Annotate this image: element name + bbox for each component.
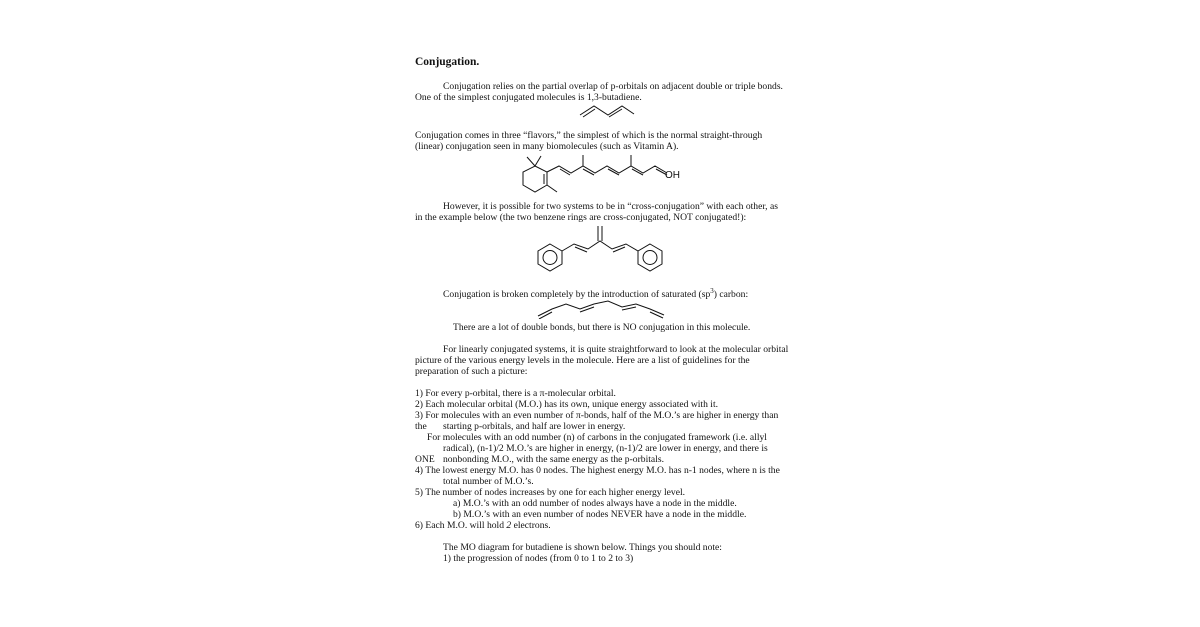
guideline-item: 4) The lowest energy M.O. has 0 nodes. The highest energy M.O. has n-1 nodes, where n is the <box>415 465 780 476</box>
vitamin-a-structure <box>515 154 685 200</box>
guideline-item: 6) Each M.O. will hold 2 electrons. <box>415 520 551 531</box>
guideline-item: For molecules with an odd number (n) of carbons in the conjugated framework (i.e. allyl <box>427 432 767 443</box>
paragraph-line: Conjugation comes in three “flavors,” the simplest of which is the normal straight-through <box>415 130 763 141</box>
paragraph-line: picture of the various energy levels in the molecule. Here are a list of guidelines for the <box>415 355 750 366</box>
guideline-item: the <box>415 421 427 432</box>
paragraph-line: There are a lot of double bonds, but there is NO conjugation in this molecule. <box>453 322 751 333</box>
guideline-item: 1) For every p-orbital, there is a π-molecular orbital. <box>415 388 616 399</box>
paragraph-line: For linearly conjugated systems, it is quite straightforward to look at the molecular orbital <box>443 344 789 355</box>
guideline-subitem: b) M.O.’s with an even number of nodes NEVER have a node in the middle. <box>453 509 747 520</box>
paragraph-line: However, it is possible for two systems to be in “cross-conjugation” with each other, as <box>443 201 778 212</box>
paragraph-line: (linear) conjugation seen in many biomolecules (such as Vitamin A). <box>415 141 679 152</box>
paragraph-line: in the example below (the two benzene rings are cross-conjugated, NOT conjugated!): <box>415 212 747 223</box>
page-title: Conjugation. <box>415 56 480 68</box>
hydroxyl-label: OH <box>665 170 680 181</box>
guideline-item: 3) For molecules with an even number of π-bonds, half of the M.O.’s are higher in energy than <box>415 410 779 421</box>
nonconjugated-structure <box>536 299 666 319</box>
guideline-subitem: a) M.O.’s with an odd number of nodes always have a node in the middle. <box>453 498 737 509</box>
guideline-item: ONE <box>415 454 435 465</box>
butadiene-structure <box>578 102 636 118</box>
guideline-item: 2) Each molecular orbital (M.O.) has its own, unique energy associated with it. <box>415 399 719 410</box>
guideline-item: starting p-orbitals, and half are lower in energy. <box>443 421 626 432</box>
guideline-item: 5) The number of nodes increases by one for each higher energy level. <box>415 487 686 498</box>
paragraph-line: One of the simplest conjugated molecules is 1,3-butadiene. <box>415 92 642 103</box>
cross-conjugated-structure <box>534 225 666 273</box>
paragraph-line: Conjugation is broken completely by the introduction of saturated $(sp^3)$ carbon: <box>443 286 749 300</box>
guideline-item: nonbonding M.O., with the same energy as the p-orbitals. <box>443 454 664 465</box>
paragraph-line: 1) the progression of nodes (from 0 to 1 to 2 to 3) <box>443 553 634 564</box>
paragraph-line: preparation of such a picture: <box>415 366 528 377</box>
guideline-item: total number of M.O.’s. <box>443 476 534 487</box>
paragraph-line: Conjugation relies on the partial overlap of p-orbitals on adjacent double or triple bonds. <box>443 81 783 92</box>
paragraph-line: The MO diagram for butadiene is shown below. Things you should note: <box>443 542 722 553</box>
guideline-item: radical), (n-1)/2 M.O.’s are higher in energy, (n-1)/2 are lower in energy, and there is <box>443 443 768 454</box>
